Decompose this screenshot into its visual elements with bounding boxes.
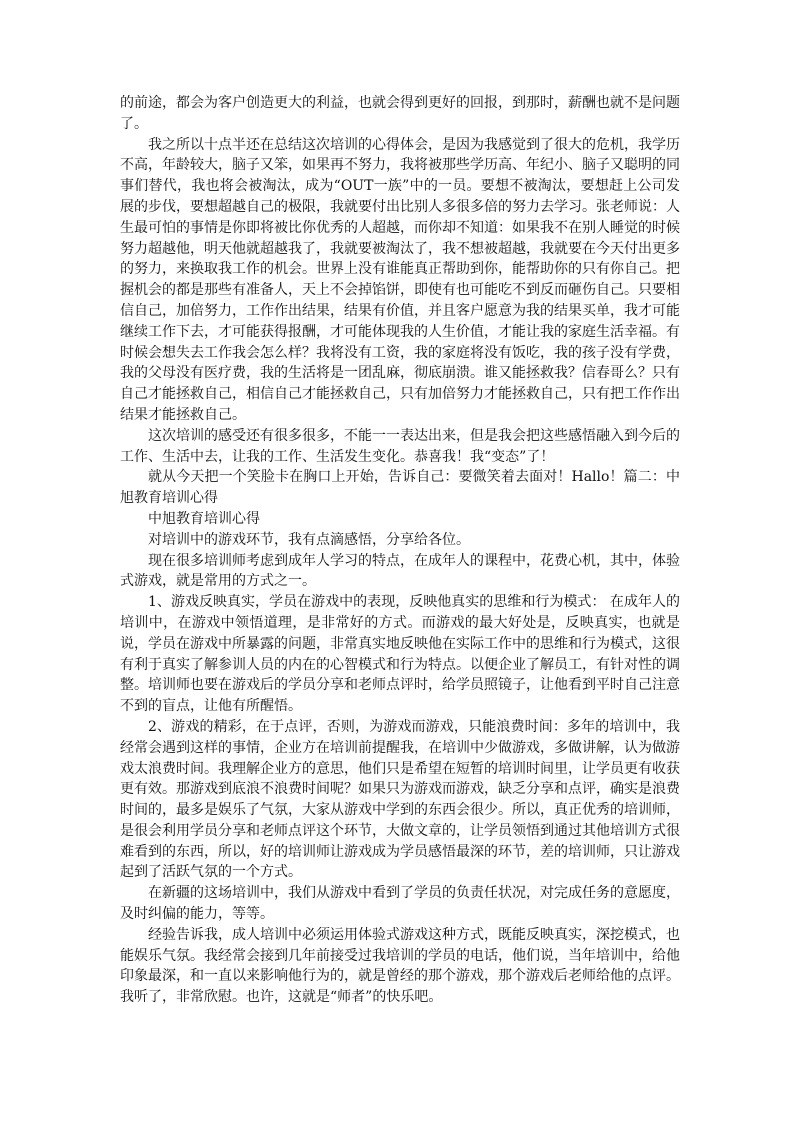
paragraph-11: 经验告诉我，成人培训中必须运用体验式游戏这种方式，既能反映真实，深挖模式，也能娱乐气氛。我经常会接到几年前接受过我培训的学员的电话，他们说，当年培训中，给他印象最深，和一直以来影响他行为的，就是曾经的那个游戏，那个游戏后老师给他的点评。我听了，非常欣慰。也许，这就是“师者”的快乐吧。 [120, 926, 680, 1006]
paragraph-2: 我之所以十点半还在总结这次培训的心得体会，是因为我感觉到了很大的危机，我学历不高，年龄较大，脑子又笨，如果再不努力，我将被那些学历高、年纪小、脑子又聪明的同事们替代，我也将会被淘汰，成为“OUT一族”中的一员。要想不被淘汰，要想赶上公司发展的步伐，要想超越自己的极限，我就要付出比别人多很多倍的努力去学习。张老师说：人生最可怕的事情是你即将被比你优秀的人超越，而你却不知道：如果我不在别人睡觉的时候努力超越他，明天他就超越我了，我就要被淘汰了，我不想被超越，我就要在今天付出更多的努力，来换取我工作的机会。世界上没有谁能真正帮助到你，能帮助你的只有你自己。把握机会的都是那些有准备人，天上不会掉馅饼，即使有也可能吃不到反而砸伤自己。只要相信自己，加倍努力，工作作出结果，结果有价值，并且客户愿意为我的结果买单，我才可能继续工作下去，才可能获得报酬，才可能体现我的人生价值，才能让我的家庭生活幸福。有时候会想失去工作我会怎么样？我将没有工资，我的家庭将没有饭吃，我的孩子没有学费，我的父母没有医疗费，我的生活将是一团乱麻，彻底崩溃。谁又能拯救我？信春哥么？只有自己才能拯救自己，相信自己才能拯救自己，只有加倍努力才能拯救自己，只有把工作作出结果才能拯救自己。 [120, 136, 680, 423]
paragraph-10: 在新疆的这场培训中，我们从游戏中看到了学员的负责任状况，对完成任务的意愿度，及时纠偏的能力，等等。 [120, 885, 680, 923]
paragraph-9: 2、游戏的精彩，在于点评，否则，为游戏而游戏，只能浪费时间：多年的培训中，我经常会遇到这样的事情，企业方在培训前提醒我，在培训中少做游戏，多做讲解，认为做游戏太浪费时间。我理解企业方的意思，他们只是希望在短暂的培训时间里，让学员更有收获更有效。那游戏到底浪不浪费时间呢？如果只为游戏而游戏，缺乏分享和点评，确实是浪费时间的，最多是娱乐了气氛，大家从游戏中学到的东西会很少。所以，真正优秀的培训师，是很会利用学员分享和老师点评这个环节，大做文章的，让学员领悟到通过其他培训方式很难看到的东西，所以，好的培训师让游戏成为学员感悟最深的环节，差的培训师，只让游戏起到了活跃气氛的一个方式。 [120, 718, 680, 881]
paragraph-6: 对培训中的游戏环节，我有点滴感悟，分享给各位。 [148, 531, 470, 548]
paragraph-4: 就从今天把一个笑脸卡在胸口上开始，告诉自己：要微笑着去面对！Hallo！篇二：中旭教育培训心得 [120, 469, 680, 507]
paragraph-7: 现在很多培训师考虑到成年人学习的特点，在成年人的课程中，花费心机，其中，体验式游戏，就是常用的方式之一。 [120, 552, 680, 590]
paragraph-1: 的前途，都会为客户创造更大的利益，也就会得到更好的回报，到那时，薪酬也就不是问题了。 [120, 95, 680, 132]
paragraph-8: 1、游戏反映真实，学员在游戏中的表现，反映他真实的思维和行为模式： 在成年人的培训中，在游戏中领悟道理，是非常好的方式。而游戏的最大好处是，反映真实，也就是说，学员在游戏中所暴露的问题，非常真实地反映他在实际工作中的思维和行为模式，这很有利于真实了解参训人员的内在的心智模式和行为特点。以便企业了解员工，有针对性的调整。培训师也要在游戏后的学员分享和老师点评时，给学员照镜子，让他看到平时自己注意不到的盲点，让他有所醒悟。 [120, 594, 680, 715]
document-page [120, 93, 680, 1008]
section-title: 中旭教育培训心得 [148, 510, 260, 527]
paragraph-3: 这次培训的感受还有很多很多，不能一一表达出来，但是我会把这些感悟融入到今后的工作、生活中去，让我的工作、生活发生变化。恭喜我！我“变态”了！ [120, 427, 680, 465]
